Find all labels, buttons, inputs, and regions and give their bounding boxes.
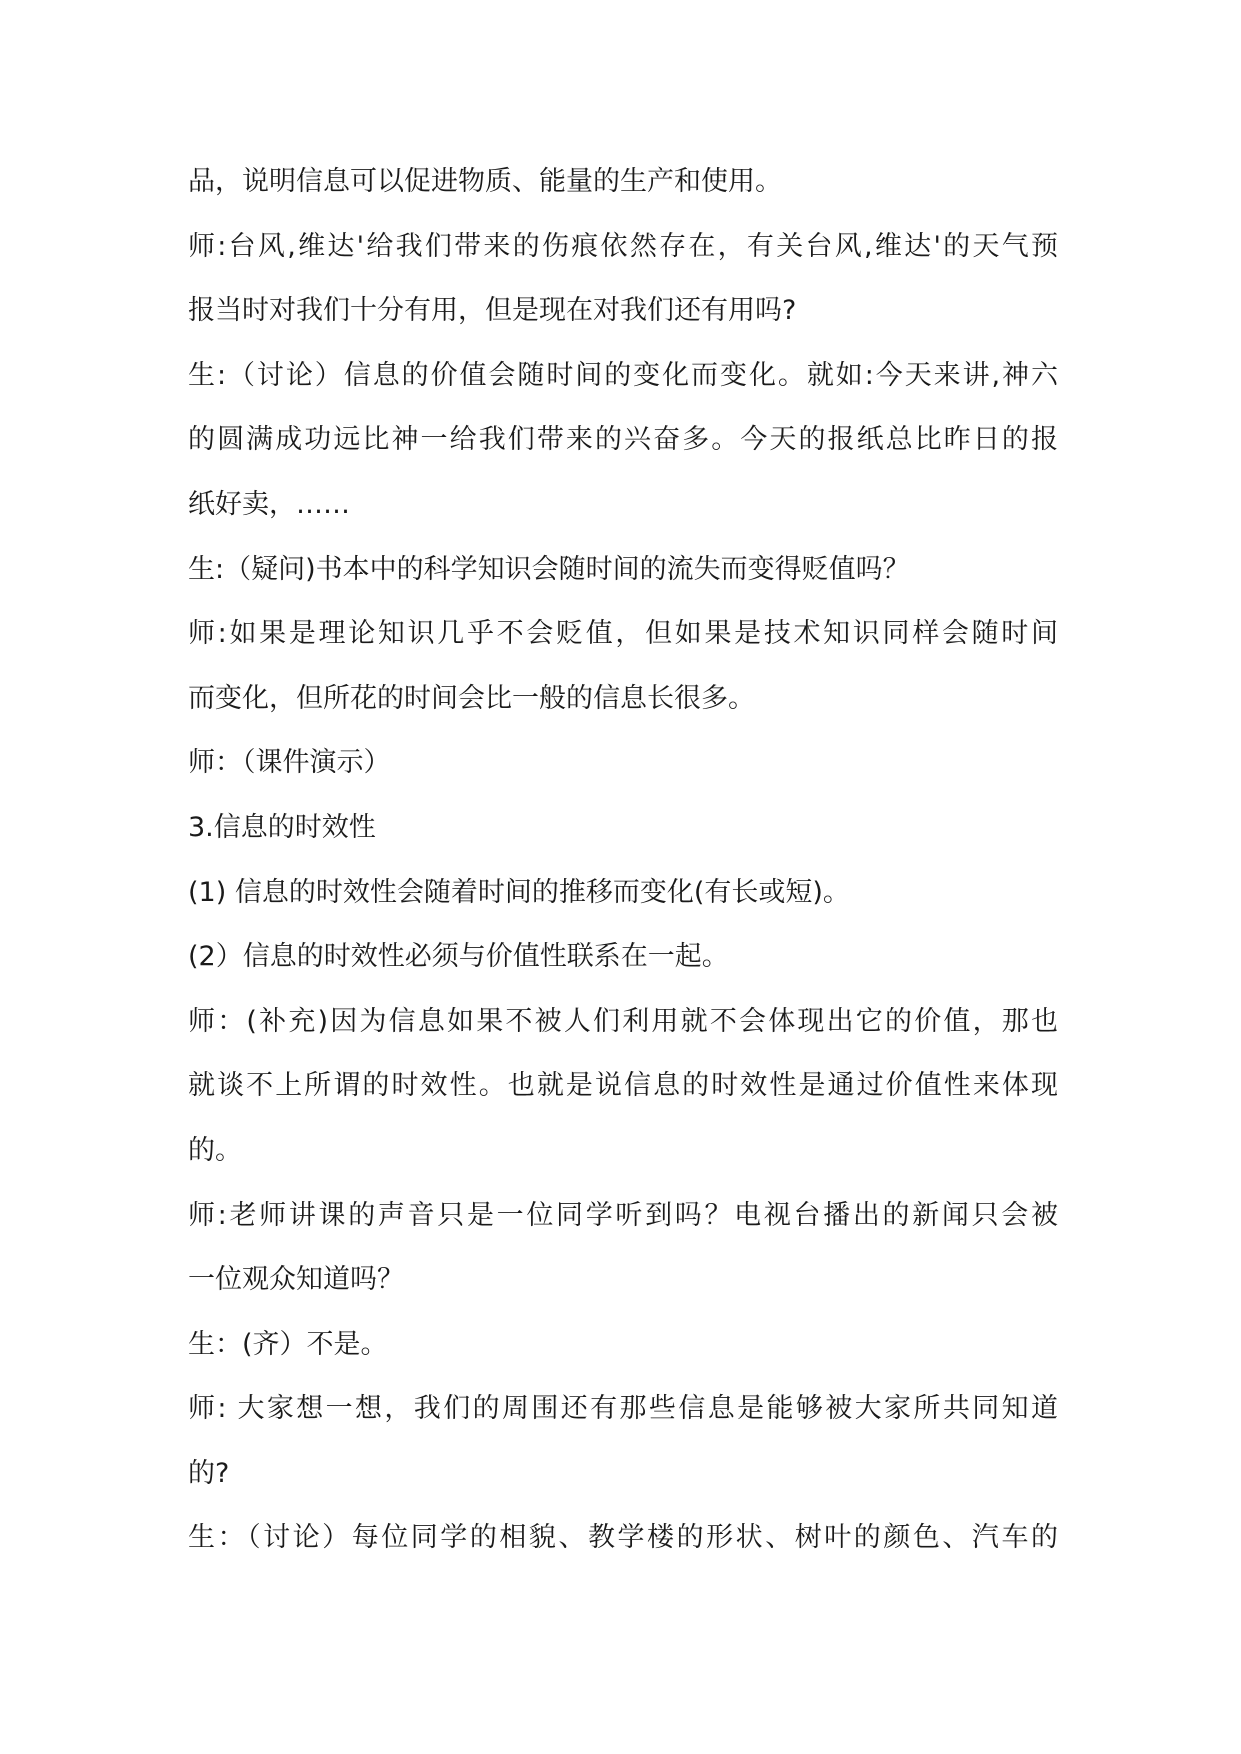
text-line: 的?	[188, 1457, 230, 1489]
text-line: 师:如果是理论知识几乎不会贬值，但如果是技术知识同样会随时间	[188, 618, 1058, 650]
text-line: 师：（课件演示）	[188, 747, 391, 779]
body-text	[188, 150, 1058, 1571]
text-line: 师：(补充)因为信息如果不被人们利用就不会体现出它的价值，那也	[188, 1005, 1058, 1037]
text-line: 的。	[188, 1134, 242, 1166]
text-line: 品，说明信息可以促进物质、能量的生产和使用。	[188, 166, 782, 197]
text-line: 报当时对我们十分有用，但是现在对我们还有用吗?	[188, 295, 797, 327]
text-line: 就谈不上所谓的时效性。也就是说信息的时效性是通过价值性来体现	[188, 1070, 1058, 1102]
text-line: 师:台风,维达'给我们带来的伤痕依然存在，有关台风,维达'的天气预	[188, 230, 1058, 262]
list-item: (2）信息的时效性必须与价值性联系在一起。	[188, 941, 729, 973]
text-line: 而变化，但所花的时间会比一般的信息长很多。	[188, 682, 755, 714]
text-line: 一位观众知道吗？	[188, 1264, 404, 1296]
text-line: 师: 大家想一想，我们的周围还有那些信息是能够被大家所共同知道	[188, 1393, 1058, 1425]
text-line: 纸好卖，……	[188, 488, 350, 520]
list-item: (1) 信息的时效性会随着时间的推移而变化(有长或短)。	[188, 876, 850, 908]
text-line: 生：(齐）不是。	[188, 1328, 388, 1360]
text-line: 生:（讨论）信息的价值会随时间的变化而变化。就如:今天来讲,神六	[188, 359, 1058, 391]
text-line: 的圆满成功远比神一给我们带来的兴奋多。今天的报纸总比昨日的报	[188, 424, 1058, 456]
section-heading: 3.信息的时效性	[188, 811, 376, 843]
text-line: 生:（疑问)书本中的科学知识会随时间的流失而变得贬值吗？	[188, 553, 910, 585]
text-line: 生：（讨论）每位同学的相貌、教学楼的形状、树叶的颜色、汽车的	[188, 1522, 1058, 1554]
text-line: 师:老师讲课的声音只是一位同学听到吗？电视台播出的新闻只会被	[188, 1199, 1058, 1231]
